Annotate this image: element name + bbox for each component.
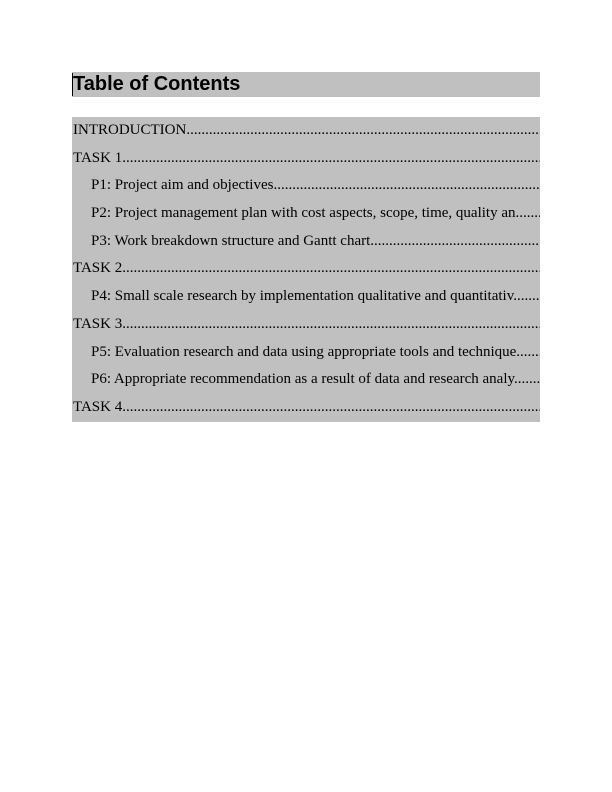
toc-entry-p5[interactable] [72, 339, 540, 367]
toc-entry-label: P5: Evaluation research and data using appropriate tools and technique [91, 343, 517, 360]
dot-leader [122, 316, 540, 332]
toc-entry-task-3[interactable] [72, 311, 540, 339]
toc-entry-introduction[interactable] [72, 117, 540, 145]
toc-entry-label: TASK 4 [73, 398, 123, 415]
toc-entry-label: TASK 1 [73, 149, 123, 166]
toc-entry-label: P1: Project aim and objectives [91, 177, 274, 194]
dot-leader [370, 233, 540, 249]
toc-entry-label: P4: Small scale research by implementation qualitative and quantitativ [91, 288, 514, 305]
toc-entry-label: TASK 3 [73, 315, 123, 332]
dot-leader [122, 150, 540, 166]
toc-entry-task-2[interactable] [72, 255, 540, 283]
dot-leader [514, 371, 540, 387]
toc-entry-label: TASK 2 [73, 260, 123, 277]
text-cursor [72, 73, 73, 96]
toc-entry-label: P3: Work breakdown structure and Gantt chart [91, 232, 371, 249]
toc-entry-p2[interactable] [72, 200, 540, 228]
table-of-contents [72, 72, 540, 422]
toc-entry-label: INTRODUCTION [73, 122, 187, 138]
toc-entry-task-4[interactable] [72, 394, 540, 422]
dot-leader [273, 177, 540, 193]
toc-entry-p4[interactable] [72, 283, 540, 311]
toc-entry-p1[interactable] [72, 172, 540, 200]
title-spacer [72, 97, 540, 117]
dot-leader [186, 122, 540, 138]
toc-entry-p6[interactable] [72, 366, 540, 394]
dot-leader [513, 288, 540, 304]
toc-entry-label: P2: Project management plan with cost aspects, scope, time, quality an [91, 205, 516, 222]
dot-leader [122, 260, 540, 276]
toc-title: Table of Contents [72, 72, 540, 97]
dot-leader [122, 399, 540, 415]
dot-leader [515, 205, 540, 221]
toc-entry-task-1[interactable] [72, 145, 540, 173]
dot-leader [516, 344, 540, 360]
toc-entry-p3[interactable] [72, 228, 540, 256]
toc-entry-label: P6: Appropriate recommendation as a result of data and research analy [91, 371, 515, 388]
toc-entries [72, 117, 540, 422]
